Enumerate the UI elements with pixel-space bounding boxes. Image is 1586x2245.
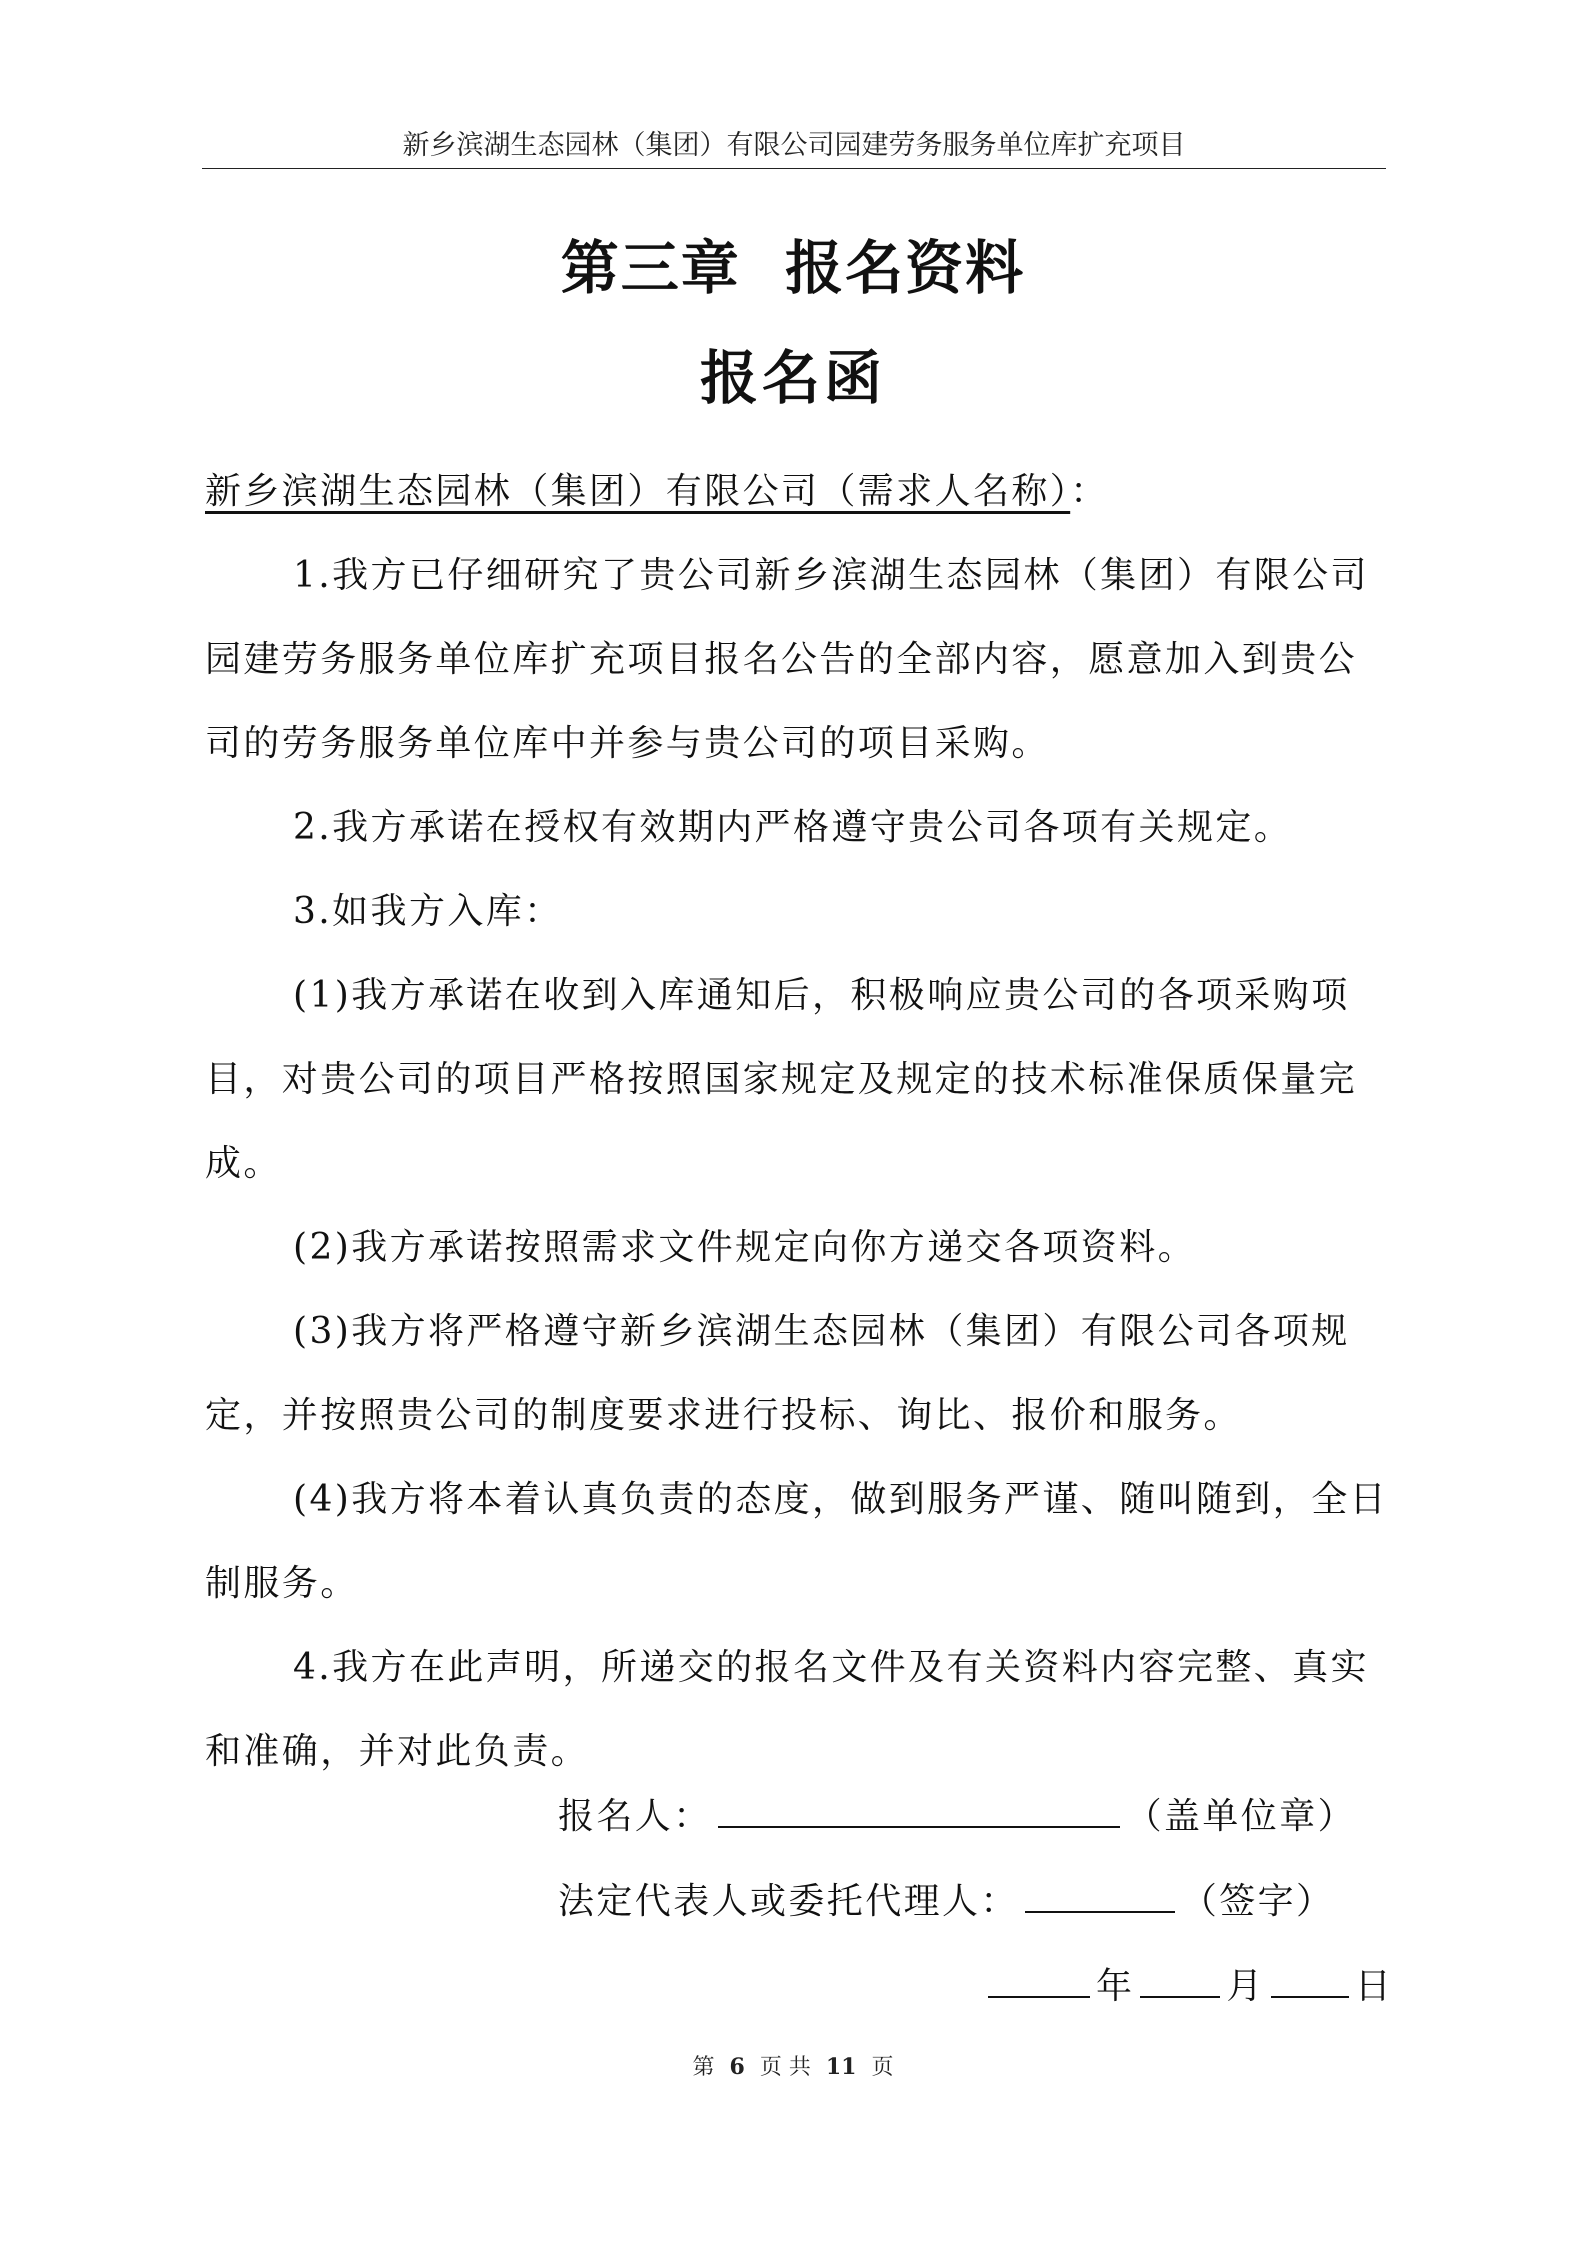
chapter-title: 第三章 报名资料 (560, 234, 1026, 302)
paragraph-3-2: (2)我方承诺按照需求文件规定向你方递交各项资料。 (293, 1227, 1196, 1268)
page-footer (0, 2052, 1586, 2083)
applicant-note: （盖单位章） (1125, 1796, 1357, 1837)
footer-page-number: 6 (729, 2054, 745, 2080)
footer-suffix: 页 (871, 2055, 894, 2080)
representative-label: 法定代表人或委托代理人： (558, 1881, 1019, 1922)
month-blank[interactable] (1140, 1995, 1220, 1998)
month-label: 月 (1226, 1966, 1265, 2007)
paragraph-3-4: (4)我方将本着认真负责的态度，做到服务严谨、随叫随到，全日制服务。 (205, 1479, 1388, 1604)
addressee-suffix: ： (1070, 471, 1109, 512)
date-line (982, 1962, 1393, 2012)
year-blank[interactable] (988, 1995, 1090, 1998)
header-rule (202, 168, 1386, 169)
running-header: 新乡滨湖生态园林（集团）有限公司园建劳务服务单位库扩充项目 (402, 130, 1186, 161)
year-label: 年 (1096, 1966, 1135, 2007)
applicant-blank[interactable] (718, 1825, 1120, 1828)
applicant-line (558, 1792, 1356, 1842)
letter-title: 报名函 (699, 344, 886, 412)
footer-prefix: 第 (692, 2055, 715, 2080)
footer-middle: 页 共 (759, 2055, 811, 2080)
footer-total-pages: 11 (825, 2054, 857, 2080)
representative-note: （签字） (1180, 1881, 1335, 1922)
paragraph-1: 1.我方已仔细研究了贵公司新乡滨湖生态园林（集团）有限公司园建劳务服务单位库扩充项目报名公告的全部内容，愿意加入到贵公司的劳务服务单位库中并参与贵公司的项目采购。 (205, 555, 1369, 764)
paragraph-4: 4.我方在此声明，所递交的报名文件及有关资料内容完整、真实和准确，并对此负责。 (205, 1647, 1369, 1772)
addressee-name: 新乡滨湖生态园林（集团）有限公司（需求人名称） (205, 471, 1071, 512)
letter-body (205, 450, 1390, 1794)
representative-blank[interactable] (1025, 1910, 1175, 1913)
addressee-line (205, 450, 1390, 534)
day-label: 日 (1354, 1966, 1394, 2007)
paragraph-2: 2.我方承诺在授权有效期内严格遵守贵公司各项有关规定。 (293, 807, 1293, 848)
paragraph-3-3: (3)我方将严格遵守新乡滨湖生态园林（集团）有限公司各项规定，并按照贵公司的制度要求进行投标、询比、报价和服务。 (205, 1311, 1350, 1436)
paragraph-3-1: (1)我方承诺在收到入库通知后，积极响应贵公司的各项采购项目，对贵公司的项目严格按照国家规定及规定的技术标准保质保量完成。 (205, 975, 1358, 1184)
representative-line (558, 1877, 1334, 1927)
day-blank[interactable] (1271, 1995, 1349, 1998)
paragraph-3: 3.如我方入库： (293, 891, 563, 932)
applicant-label: 报名人： (558, 1796, 712, 1837)
